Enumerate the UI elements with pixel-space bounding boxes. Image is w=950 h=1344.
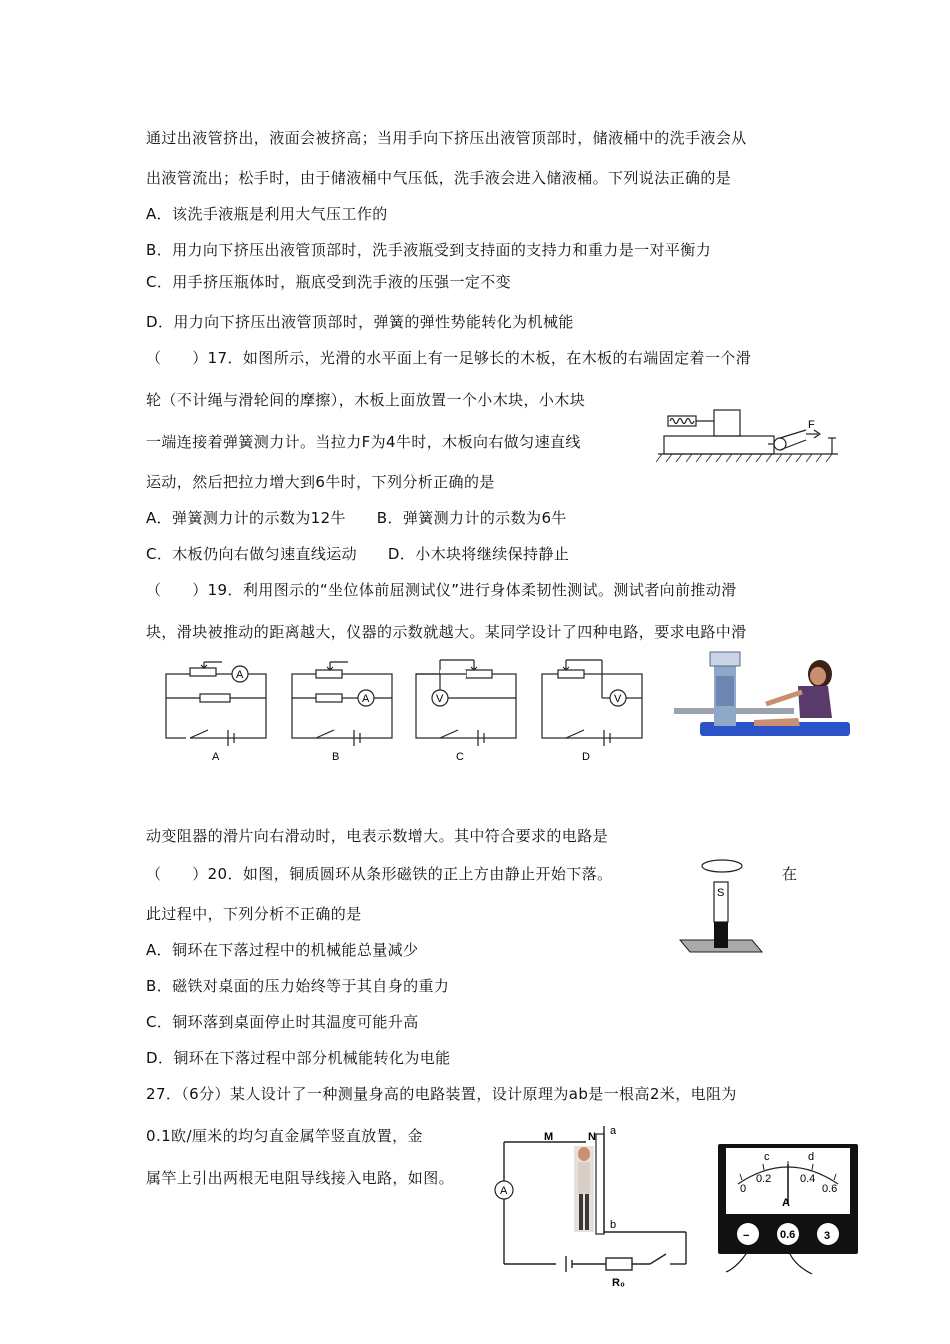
option-a-q20: A．铜环在下落过程中的机械能总量减少 <box>146 941 419 959</box>
terminal-0-6: 0.6 <box>780 1229 796 1241</box>
circuit-label-c: C <box>456 751 464 763</box>
scale-0-4: 0.4 <box>800 1173 816 1185</box>
voltmeter-symbol-c: V <box>436 693 444 705</box>
board-pulley-figure <box>656 398 840 468</box>
voltmeter-symbol-d: V <box>614 693 622 705</box>
circuit-c-figure <box>410 656 522 764</box>
option-c-q20: C．铜环落到桌面停止时其温度可能升高 <box>146 1013 419 1031</box>
circuit-label-b: B <box>332 751 340 763</box>
text-line-q19-2: 块，滑块被推动的距离越大，仪器的示数就越大。某同学设计了四种电路，要求电路中滑 <box>146 623 747 641</box>
text-line-q27-3: 属竿上引出两根无电阻导线接入电路，如图。 <box>146 1169 455 1187</box>
label-m: M <box>544 1131 554 1143</box>
circuit-d-figure <box>536 656 648 764</box>
option-b-q16: B．用力向下挤压出液管顶部时，洗手液瓶受到支持面的支持力和重力是一对平衡力 <box>146 241 712 259</box>
label-c: c <box>764 1151 770 1163</box>
text-line-q17-3: 一端连接着弹簧测力计。当拉力F为4牛时，木板向右做匀速直线 <box>146 433 581 451</box>
circuit-a-figure <box>160 660 272 764</box>
options-ab-q17: A．弹簧测力计的示数为12牛 B．弹簧测力计的示数为6牛 <box>146 509 567 527</box>
text-line-q20-2: 此过程中，下列分析不正确的是 <box>146 905 362 923</box>
question-17: （ ）17．如图所示，光滑的水平面上有一足够长的木板，在木板的右端固定着一个滑 <box>146 349 752 367</box>
options-cd-q17: C．木板仍向右做匀速直线运动 D．小木块将继续保持静止 <box>146 545 570 563</box>
terminal-negative: − <box>743 1230 750 1242</box>
option-a-q16: A．该洗手液瓶是利用大气压工作的 <box>146 205 388 223</box>
question-27: 27．（6分）某人设计了一种测量身高的电路装置，设计原理为ab是一根高2米，电阻为 <box>146 1085 737 1103</box>
text-line-q17-2: 轮（不计绳与滑轮间的摩擦），木板上面放置一个小木块，小木块 <box>146 391 586 409</box>
ammeter-symbol-height: A <box>500 1185 508 1197</box>
label-b-bottom: b <box>610 1219 617 1231</box>
text-line-1: 通过出液管挤出，液面会被挤高；当用手向下挤压出液管顶部时，储液桶中的洗手液会从 <box>146 129 747 147</box>
scale-0: 0 <box>740 1183 747 1195</box>
circuit-label-a: A <box>212 751 220 763</box>
ring-magnet-figure <box>676 856 772 960</box>
copper-ring <box>702 860 742 872</box>
text-line-2: 出液管流出；松手时，由于储液桶中气压低，洗手液会进入储液桶。下列说法正确的是 <box>146 169 732 187</box>
circuit-b-figure <box>286 660 398 764</box>
height-circuit-figure <box>486 1120 702 1290</box>
label-a-top: a <box>610 1125 617 1137</box>
terminal-3: 3 <box>824 1230 831 1242</box>
scale-0-2: 0.2 <box>756 1173 772 1185</box>
label-d: d <box>808 1151 815 1163</box>
circuit-label-d: D <box>582 751 590 763</box>
text-line-q27-2: 0.1欧/厘米的均匀直金属竿竖直放置，金 <box>146 1127 423 1145</box>
ammeter-symbol: A <box>236 669 244 681</box>
text-line-q17-4: 运动，然后把拉力增大到6牛时，下列分析正确的是 <box>146 473 495 491</box>
ammeter-symbol-b: A <box>362 693 370 705</box>
force-label: F <box>808 419 815 431</box>
text-fragment-zai: 在 <box>782 865 798 883</box>
ammeter-dial-figure <box>716 1140 862 1276</box>
resistor-r0-label: R₀ <box>612 1277 625 1289</box>
question-20: （ ）20．如图，铜质圆环从条形磁铁的正上方由静止开始下落。 <box>146 865 613 883</box>
ammeter-unit: A <box>782 1197 790 1209</box>
option-b-q20: B．磁铁对桌面的压力始终等于其自身的重力 <box>146 977 450 995</box>
option-d-q20: D．铜环在下落过程中部分机械能转化为电能 <box>146 1049 451 1067</box>
option-c-q16: C．用手挤压瓶体时，瓶底受到洗手液的压强一定不变 <box>146 273 512 291</box>
label-n: N <box>588 1131 596 1143</box>
option-d-q16: D．用力向下挤压出液管顶部时，弹簧的弹性势能转化为机械能 <box>146 313 574 331</box>
question-19: （ ）19．利用图示的“坐位体前屈测试仪”进行身体柔韧性测试。测试者向前推动滑 <box>146 581 737 599</box>
flexibility-tester-photo <box>670 646 854 750</box>
magnet-pole-s: S <box>717 887 725 899</box>
text-line-q19-3: 动变阻器的滑片向右滑动时，电表示数增大。其中符合要求的电路是 <box>146 827 609 845</box>
scale-0-6: 0.6 <box>822 1183 838 1195</box>
